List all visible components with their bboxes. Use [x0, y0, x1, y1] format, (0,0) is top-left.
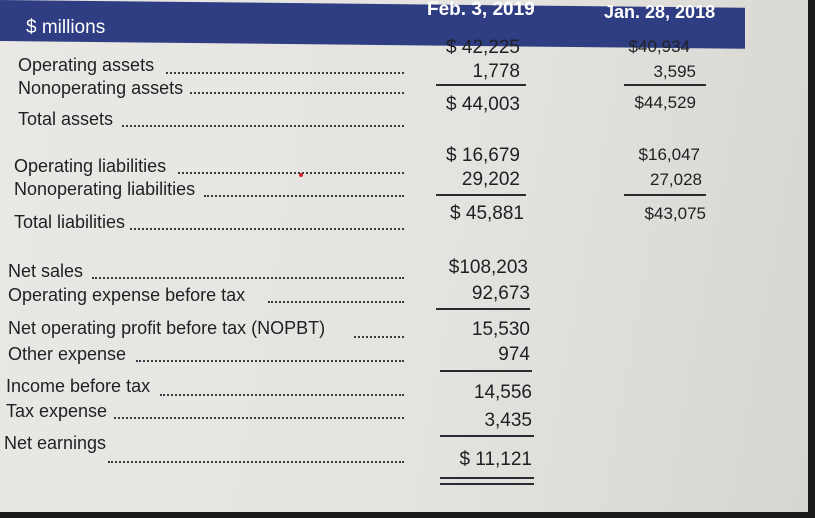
leader-dots: [160, 392, 404, 396]
value-2019-income-before-tax: 14,556: [473, 382, 532, 403]
value-2019-nonoperating-liabilities: 29,202: [461, 169, 520, 190]
value-2019-tax-expense: 3,435: [484, 410, 532, 431]
subtotal-rule: [624, 194, 706, 196]
value-2019-net-earnings: $ 11,121: [459, 449, 532, 470]
row-label-tax-expense: Tax expense: [6, 401, 108, 421]
value-2018-total-liabilities: $43,075: [644, 204, 706, 223]
value-2019-operating-liabilities: $ 16,679: [446, 145, 520, 166]
value-2019-total-liabilities: $ 45,881: [450, 203, 524, 224]
red-mark: [299, 173, 303, 177]
row-label-operating-assets: Operating assets: [18, 55, 155, 75]
leader-dots: [122, 123, 404, 127]
row-label-total-assets: Total assets: [18, 109, 114, 129]
value-2019-operating-expense-before-tax: 92,673: [471, 283, 530, 304]
value-2018-nonoperating-liabilities: 27,028: [650, 170, 702, 189]
unit-label: $ millions: [26, 17, 106, 38]
leader-dots: [204, 193, 404, 197]
leader-dots: [108, 459, 404, 463]
leader-dots: [92, 275, 404, 279]
column-header-2018: Jan. 28, 2018: [604, 2, 716, 22]
row-label-nopbt: Net operating profit before tax (NOPBT): [8, 318, 326, 338]
subtotal-rule: [436, 84, 526, 86]
row-label-operating-expense-before-tax: Operating expense before tax: [8, 285, 246, 305]
row-label-net-sales: Net sales: [8, 261, 84, 281]
row-label-income-before-tax: Income before tax: [6, 376, 151, 396]
value-2019-nonoperating-assets: 1,778: [472, 61, 520, 82]
value-2018-total-assets: $44,529: [634, 93, 696, 112]
leader-dots: [130, 226, 404, 230]
subtotal-rule: [440, 435, 534, 437]
value-2018-operating-liabilities: $16,047: [638, 145, 700, 164]
row-label-operating-liabilities: Operating liabilities: [14, 156, 167, 176]
subtotal-rule: [436, 194, 526, 196]
value-2018-nonoperating-assets: 3,595: [653, 62, 696, 81]
row-label-total-liabilities: Total liabilities: [14, 212, 126, 232]
leader-dots: [166, 70, 404, 74]
row-label-nonoperating-liabilities: Nonoperating liabilities: [14, 179, 196, 199]
row-label-net-earnings: Net earnings: [4, 433, 107, 453]
subtotal-rule: [440, 370, 532, 372]
value-2019-operating-assets: $ 42,225: [446, 37, 520, 58]
total-double-rule: [440, 483, 534, 485]
leader-dots: [190, 90, 404, 94]
value-2018-operating-assets: $40,934: [628, 37, 690, 56]
value-2019-net-sales: $108,203: [448, 257, 528, 278]
leader-dots: [136, 358, 404, 362]
subtotal-rule: [436, 308, 530, 310]
leader-dots: [114, 415, 404, 419]
value-2019-other-expense: 974: [498, 344, 530, 365]
column-header-2019: Feb. 3, 2019: [427, 0, 535, 20]
leader-dots: [268, 299, 404, 303]
value-2019-nopbt: 15,530: [471, 319, 530, 340]
subtotal-rule: [624, 84, 706, 86]
row-label-nonoperating-assets: Nonoperating assets: [18, 78, 184, 98]
leader-dots: [178, 170, 404, 174]
value-2019-total-assets: $ 44,003: [446, 94, 520, 115]
leader-dots: [354, 334, 404, 338]
row-label-other-expense: Other expense: [8, 344, 127, 364]
total-double-rule: [440, 477, 534, 479]
